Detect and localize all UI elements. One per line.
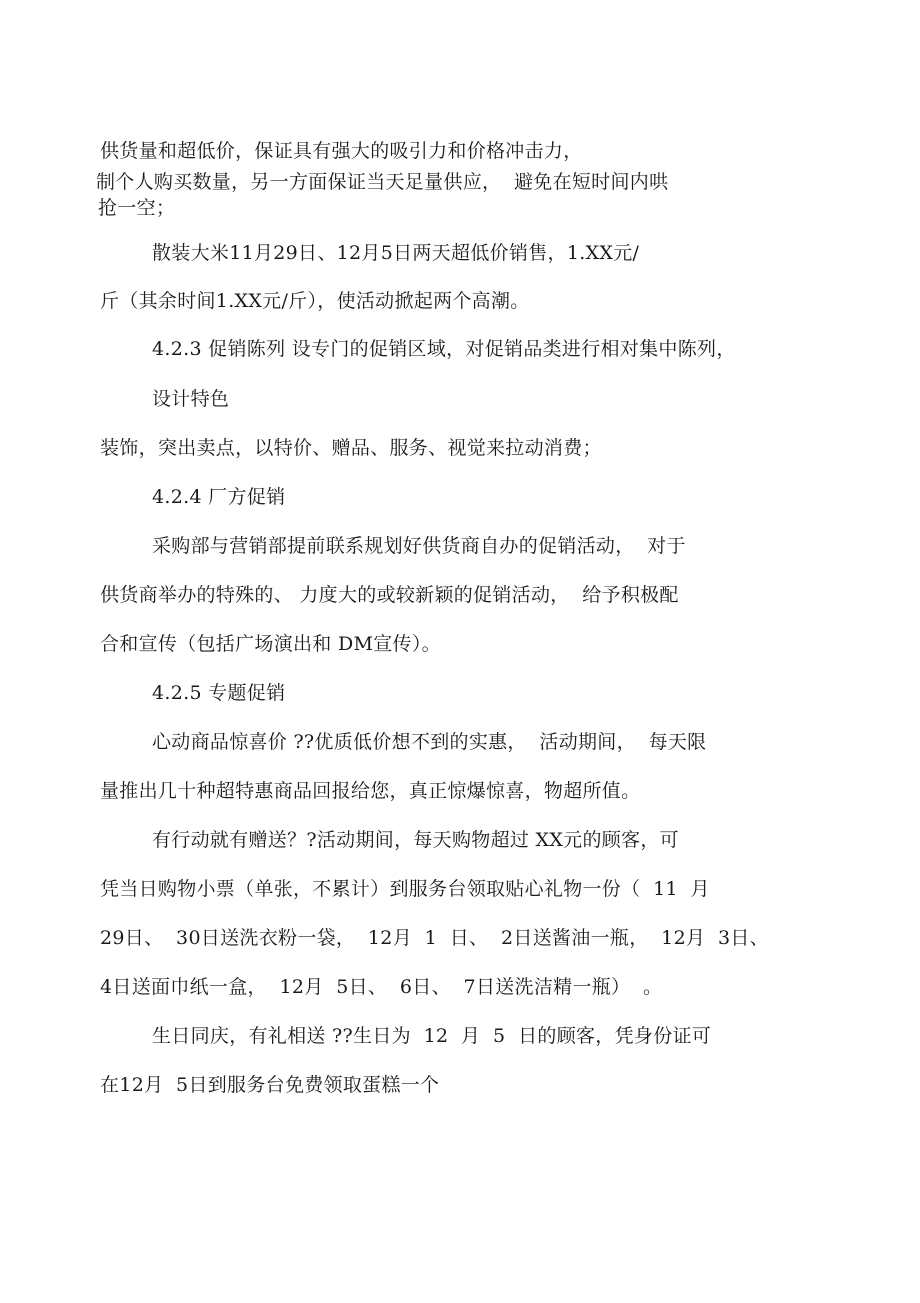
text-line: 凭当日购物小票（单张，不累计）到服务台领取贴心礼物一份（ 11 月 xyxy=(100,878,710,900)
text-line: 抢一空； xyxy=(98,197,176,219)
section-heading-4-2-5: 4.2.5 专题促销 xyxy=(152,682,286,704)
text-line: 生日同庆，有礼相送 ??生日为 12 月 5 日的顾客，凭身份证可 xyxy=(152,1025,712,1047)
text-line: 装饰，突出卖点，以特价、赠品、服务、视觉来拉动消费； xyxy=(100,437,602,459)
section-heading-4-2-4: 4.2.4 厂方促销 xyxy=(152,486,286,508)
text-line: 有行动就有赠送？?活动期间，每天购物超过 XX元的顾客，可 xyxy=(152,829,679,851)
text-line: 供货商举办的特殊的、 力度大的或较新颖的促销活动， 给予积极配 xyxy=(100,584,679,606)
text-line: 采购部与营销部提前联系规划好供货商自办的促销活动， 对于 xyxy=(152,535,686,557)
text-line: 量推出几十种超特惠商品回报给您，真正惊爆惊喜，物超所值。 xyxy=(100,780,641,802)
text-line: 供货量和超低价，保证具有强大的吸引力和价格冲击力， xyxy=(100,140,583,162)
text-line: 设计特色 xyxy=(152,388,230,410)
section-heading-4-2-3: 4.2.3 促销陈列 设专门的促销区域，对促销品类进行相对集中陈列， xyxy=(152,338,736,360)
text-line: 制个人购买数量，另一方面保证当天足量供应， 避免在短时间内哄 xyxy=(96,171,669,193)
text-line: 在12月 5日到服务台免费领取蛋糕一个 xyxy=(100,1074,440,1096)
text-line: 29日、 30日送洗衣粉一袋， 12月 1 日、 2日送酱油一瓶， 12月 3日、 xyxy=(100,927,769,949)
text-line: 合和宣传（包括广场演出和 DM宣传）。 xyxy=(100,633,441,655)
text-line: 斤（其余时间1.XX元/斤），使活动掀起两个高潮。 xyxy=(100,290,530,312)
text-line: 心动商品惊喜价 ??优质低价想不到的实惠， 活动期间， 每天限 xyxy=(152,731,707,753)
text-line: 4日送面巾纸一盒， 12月 5日、 6日、 7日送洗洁精一瓶） 。 xyxy=(100,976,663,998)
text-line: 散装大米11月29日、12月5日两天超低价销售，1.XX元/ xyxy=(152,242,640,264)
